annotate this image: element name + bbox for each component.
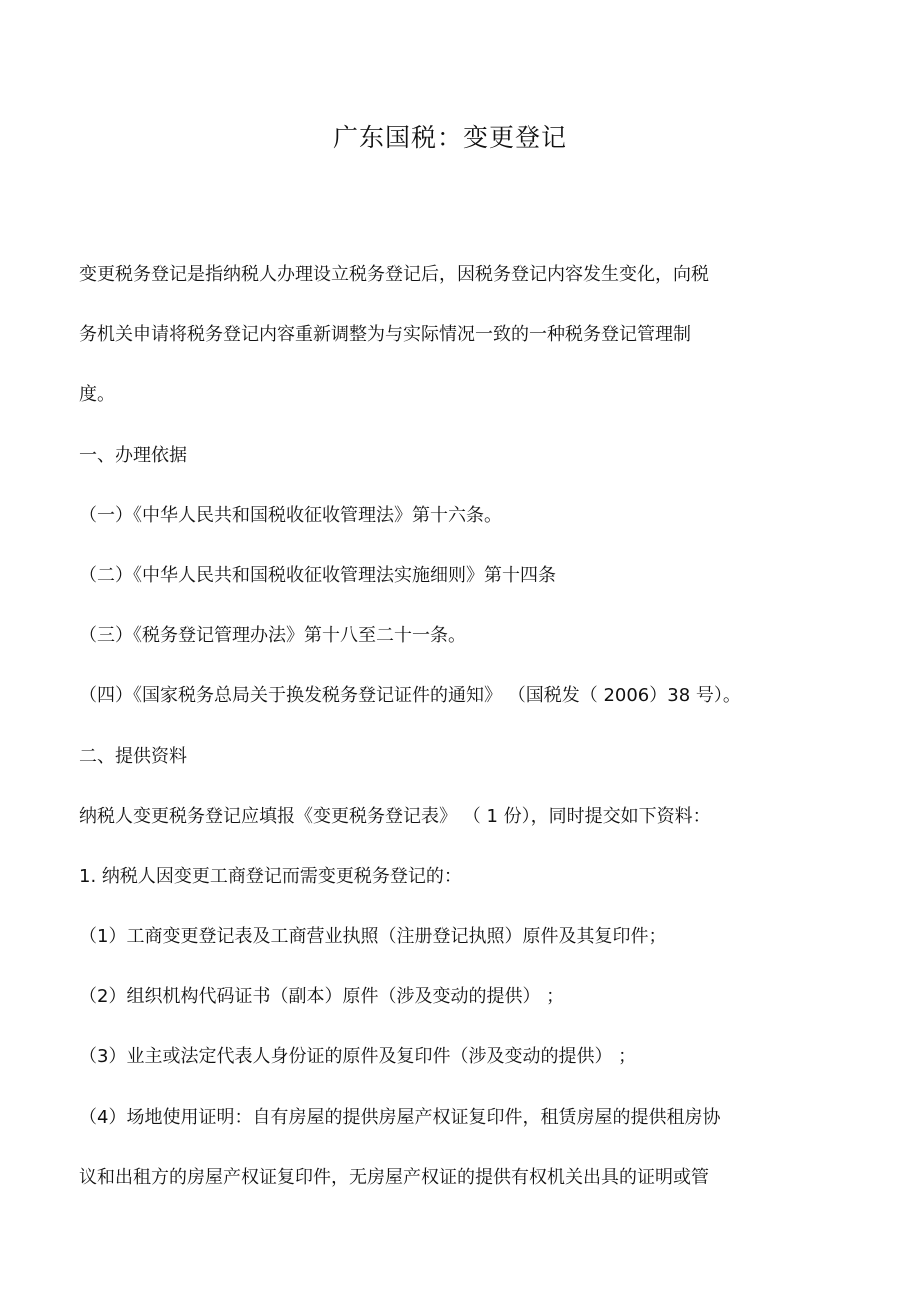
page-title: 广东国税：变更登记 [332,123,567,152]
materials-lead: 纳税人变更税务登记应填报《变更税务登记表》 （ 1 份），同时提交如下资料： [79,806,711,827]
intro-line-2: 务机关申请将税务登记内容重新调整为与实际情况一致的一种税务登记管理制 [79,324,691,345]
basis-item-2: （二）《中华人民共和国税收征收管理法实施细则》第十四条 [79,565,556,586]
basis-item-1: （一）《中华人民共和国税收征收管理法》第十六条。 [79,505,502,526]
material-item-3: （3）业主或法定代表人身份证的原件及复印件（涉及变动的提供） ； [79,1046,637,1067]
intro-line-3: 度。 [79,384,115,405]
material-item-2: （2）组织机构代码证书（副本）原件（涉及变动的提供） ； [79,986,565,1007]
basis-item-3: （三）《税务登记管理办法》第十八至二十一条。 [79,625,466,646]
section-heading-materials: 二、提供资料 [79,746,187,767]
material-item-4-line-1: （4）场地使用证明：自有房屋的提供房屋产权证复印件，租赁房屋的提供租房协 [79,1107,721,1128]
material-item-1: （1）工商变更登记表及工商营业执照（注册登记执照）原件及其复印件； [79,926,667,947]
materials-subheading-1: 1. 纳税人因变更工商登记而需变更税务登记的： [79,866,462,887]
basis-item-4: （四）《国家税务总局关于换发税务登记证件的通知》 （国税发（ 2006）38 号）。 [79,685,741,706]
material-item-4-line-2: 议和出租方的房屋产权证复印件，无房屋产权证的提供有权机关出具的证明或管 [79,1167,709,1188]
intro-line-1: 变更税务登记是指纳税人办理设立税务登记后，因税务登记内容发生变化，向税 [79,264,709,285]
section-heading-basis: 一、办理依据 [79,445,187,466]
